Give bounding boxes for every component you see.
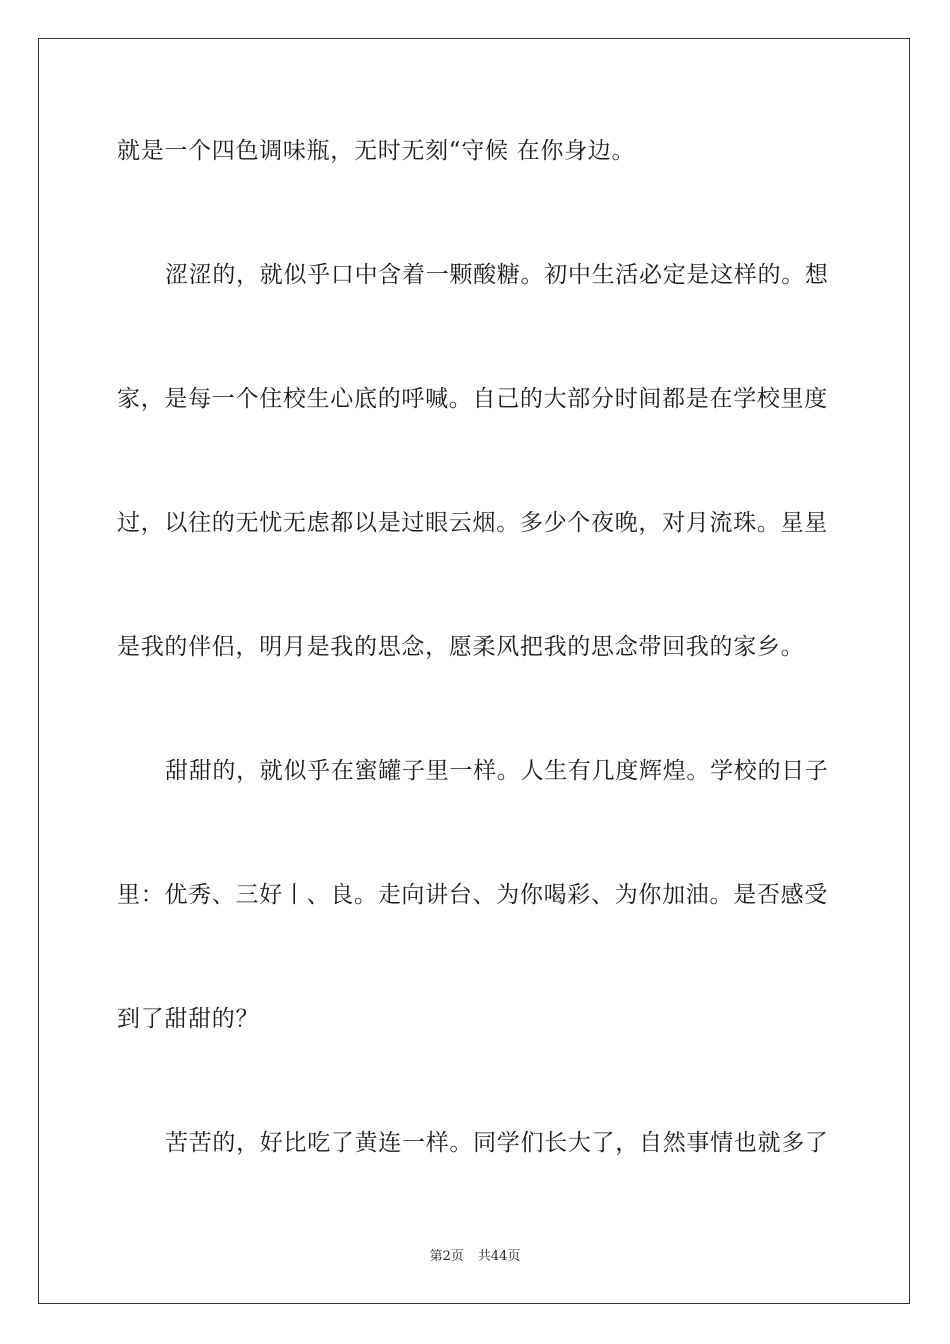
text-line: 就是一个四色调味瓶，无时无刻“守候 在你身边。 (117, 138, 636, 164)
text-line: 家，是每一个住校生心底的呼喊。自己的大部分时间都是在学校里度 (117, 386, 828, 412)
page-footer (0, 1248, 950, 1266)
text-line: 是我的伴侣，明月是我的思念，愿柔风把我的思念带回我的家乡。 (117, 634, 805, 660)
page-number: 第2页 (429, 1249, 464, 1264)
text-line: 过，以往的无忧无虑都以是过眼云烟。多少个夜晚，对月流珠。星星 (117, 510, 828, 536)
text-line: 到了甜甜的？ (117, 1006, 260, 1032)
paragraph-start-line: 苦苦的，好比吃了黄连一样。同学们长大了，自然事情也就多了 (165, 1130, 829, 1156)
paragraph-start-line: 甜甜的，就似乎在蜜罐子里一样。人生有几度辉煌。学校的日子 (165, 758, 829, 784)
text-line: 里：优秀、三好丨、良。走向讲台、为你喝彩、为你加油。是否感受 (117, 882, 828, 908)
page-frame (38, 38, 910, 1304)
page-total: 共44页 (477, 1249, 521, 1264)
paragraph-start-line: 涩涩的，就似乎口中含着一颗酸糖。初中生活必定是这样的。想 (165, 262, 829, 288)
